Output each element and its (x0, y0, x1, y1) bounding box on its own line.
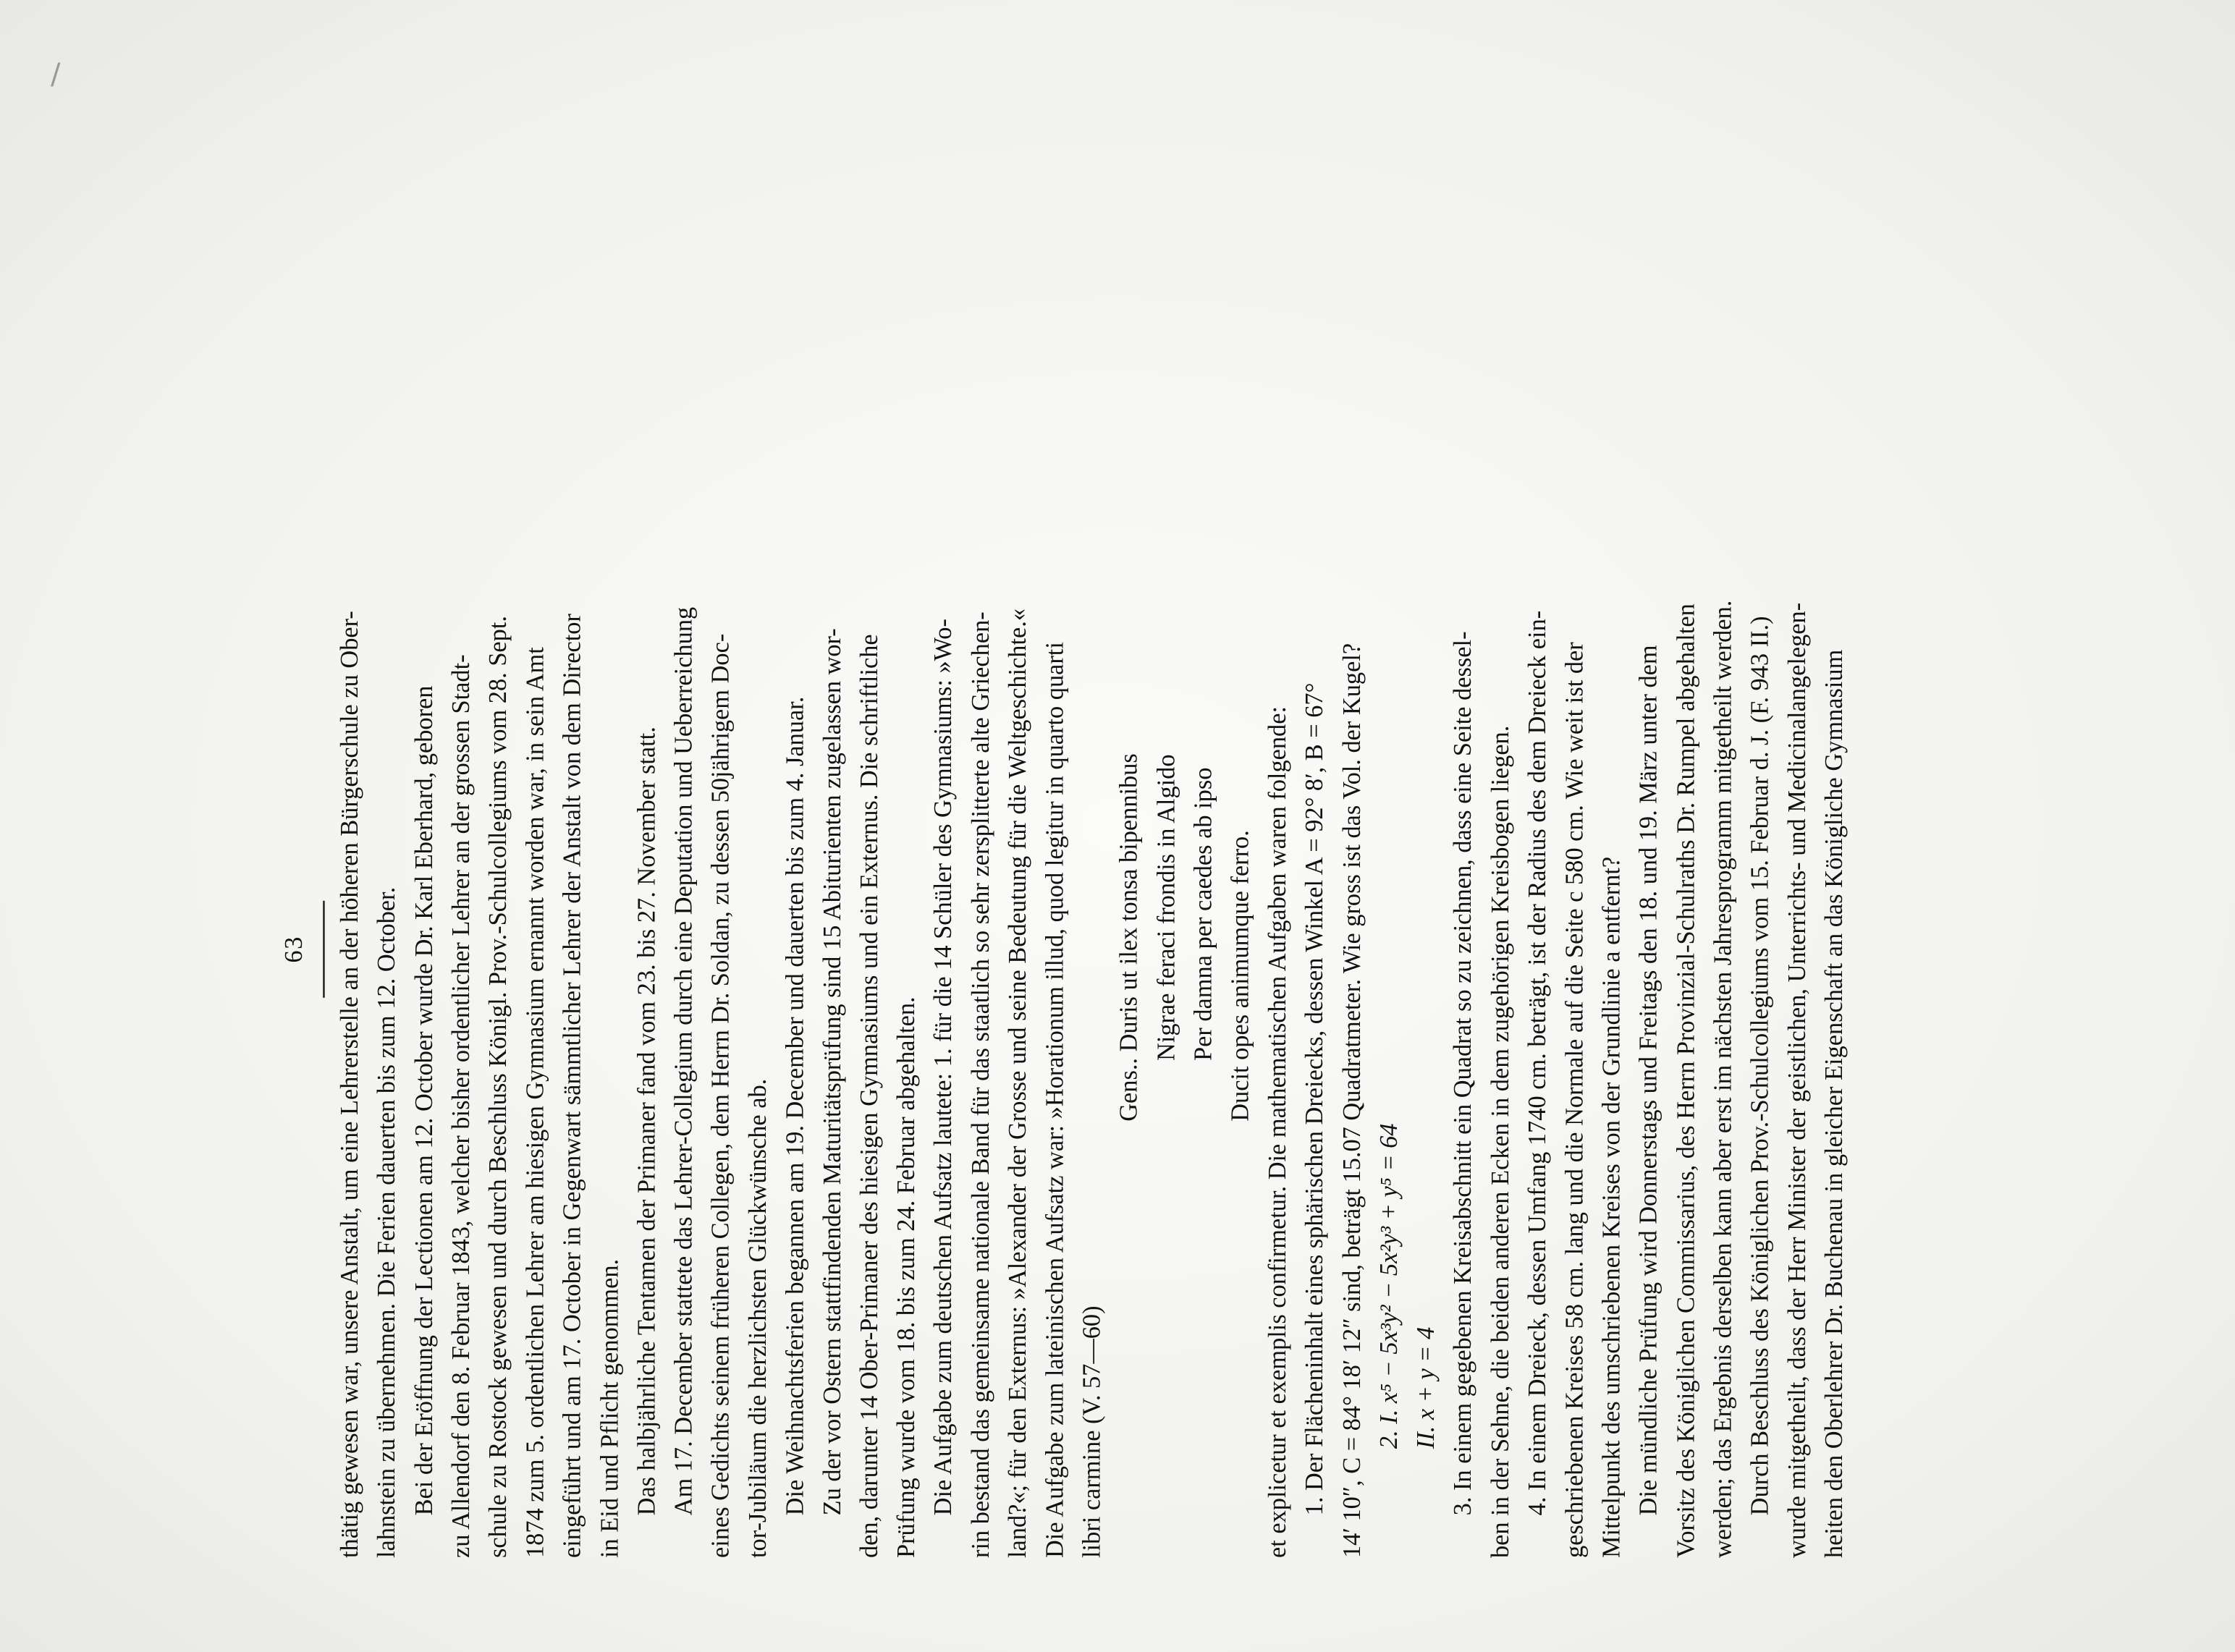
text-line: eines Gedichts seinem früheren Collegen, dem Herrn Dr. Soldan, zu dessen 50jährigem Doc- (706, 633, 735, 1558)
text-line: Vorsitz des Königlichen Commissarius, des Herrn Provinzial-Schulraths Dr. Rumpel abgehalten (1671, 603, 1699, 1558)
page-body (275, 341, 1848, 1559)
text-line: thätig gewesen war, unsere Anstalt, um eine Lehrerstelle an der höheren Bürgerschule zu Ober- (335, 611, 363, 1558)
text-line: Zu der vor Ostern stattfindenden Maturitätsprüfung sind 15 Abiturienten zugelassen wor- (817, 628, 846, 1516)
text-line: II. x + y = 4 (1411, 1326, 1440, 1449)
text-line: wurde mitgetheilt, dass der Herr Minister der geistlichen, Unterrichts- und Medicinalangelegen- (1782, 602, 1811, 1558)
text-line: lahnstein zu übernehmen. Die Ferien dauerten bis zum 12. October. (372, 886, 400, 1558)
page-number: 63 (279, 935, 308, 963)
text-line: Am 17. December stattete das Lehrer-Collegium durch eine Deputation und Ueberreichung (669, 606, 698, 1516)
text-line: libri carmine (V. 57—60) (1077, 1305, 1106, 1558)
margin-mark: / (51, 58, 61, 91)
text-line: Prüfung wurde vom 18. bis zum 24. Februar abgehalten. (892, 996, 920, 1558)
text-line: Die Weihnachtsferien begannen am 19. December und dauerten bis zum 4. Januar. (780, 696, 808, 1516)
text-line: land?«; für den Externus: »Alexander der Grosse und seine Bedeutung für die Weltgeschichte.« (1003, 608, 1031, 1558)
text-line: rin bestand das gemeinsame nationale Band für das staatlich so sehr zersplitterte alte Griechen- (966, 611, 994, 1558)
text-line: ben in der Sehne, die beiden anderen Ecken in dem zugehörigen Kreisbogen liegen. (1485, 725, 1514, 1558)
text-line: in Eid und Pflicht genommen. (595, 1258, 623, 1558)
text-line: zu Allendorf den 8. Februar 1843, welcher bisher ordentlicher Lehrer an der grossen Stadt- (446, 654, 475, 1558)
page-number-rule (323, 901, 325, 998)
text-line: eingeführt und am 17. October in Gegenwart sämmtlicher Lehrer der Anstalt von dem Director (557, 614, 586, 1558)
text-line: Durch Beschluss des Königlichen Prov.-Schulcollegiums vom 15. Februar d. J. (F. 943 II.) (1745, 616, 1774, 1516)
text-line: Die Aufgabe zum deutschen Aufsatz lautete: 1. für die 14 Schüler des Gymnasiums: »Wo- (929, 619, 958, 1516)
text-line: Gens.. Duris ut ilex tonsa bipennibus (1114, 753, 1143, 1122)
paragraph-list (331, 341, 1852, 1558)
text-line: 14′ 10″, C = 84° 18′ 12″ sind, beträgt 15.07 Quadratmeter. Wie gross ist das Vol. der Kugel? (1337, 643, 1366, 1558)
text-line: Die Aufgabe zum lateinischen Aufsatz war: »Horationum illud, quod legitur in quarto quarti (1040, 642, 1068, 1558)
text-line: Das halbjährliche Tentamen der Primaner fand vom 23. bis 27. November statt. (632, 727, 660, 1516)
text-line: Mittelpunkt des umschriebenen Kreises von der Grundlinie a entfernt? (1597, 856, 1626, 1558)
text-line: tor-Jubiläum die herzlichsten Glückwünsche ab. (743, 1078, 772, 1558)
text-line: schule zu Rostock gewesen und durch Beschluss Königl. Prov.-Schulcollegiums vom 28. Sept. (483, 616, 512, 1558)
rotated-text-block (275, 341, 1853, 1558)
text-line: geschriebenen Kreises 58 cm. lang und die Normale auf die Seite c 580 cm. Wie weit ist der (1560, 642, 1588, 1558)
text-line: werden; das Ergebnis derselben kann aber erst im nächsten Jahresprogramm mitgetheilt werden. (1708, 600, 1736, 1559)
text-line: den, darunter 14 Ober-Primaner des hiesigen Gymnasiums und ein Externus. Die schriftliche (854, 634, 883, 1558)
text-line: Ducit opes animumque ferro. (1225, 830, 1254, 1122)
text-line: 3. In einem gegebenen Kreisabschnitt ein Quadrat so zu zeichnen, dass eine Seite dessel- (1448, 631, 1476, 1516)
text-line: et explicetur et exemplis confirmetur. Die mathematischen Aufgaben waren folgende: (1263, 706, 1291, 1559)
text-line: 2. I. x⁵ − 5x³y² − 5x²y³ + y⁵ = 64 (1374, 1123, 1403, 1449)
text-line: 1. Der Flächeninhalt eines sphärischen Dreiecks, dessen Winkel A = 92° 8′, B = 67° (1300, 682, 1328, 1516)
text-line: Die mündliche Prüfung wird Donnerstags und Freitags den 18. und 19. März unter dem (1634, 645, 1662, 1516)
text-line: Bei der Eröffnung der Lectionen am 12. October wurde Dr. Karl Eberhard, geboren (409, 685, 438, 1516)
text-line: Nigrae feraci frondis in Algido (1152, 754, 1180, 1061)
text-line: Per damna per caedes ab ipso (1188, 767, 1217, 1061)
text-line: 1874 zum 5. ordentlichen Lehrer am hiesigen Gymnasium ernannt worden war, in sein Amt (520, 647, 549, 1558)
text-line: 4. In einem Dreieck, dessen Umfang 1740 cm. beträgt, ist der Radius des dem Dreieck ein- (1522, 610, 1551, 1516)
text-line: heiten den Oberlehrer Dr. Buchenau in gleicher Eigenschaft an das Königliche Gymnasium (1820, 649, 1848, 1558)
